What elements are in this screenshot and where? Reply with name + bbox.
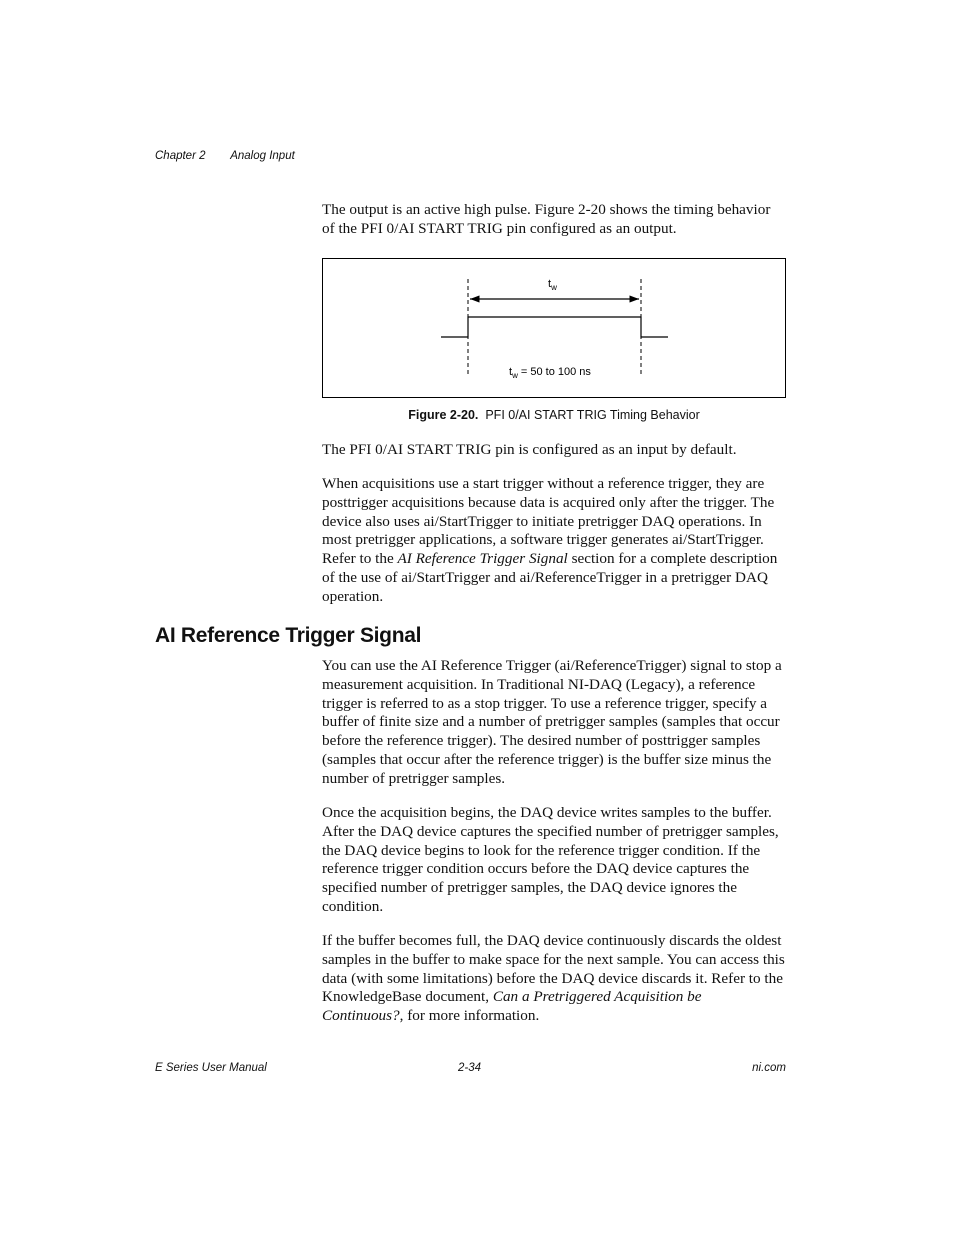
manual-title: E Series User Manual bbox=[155, 1062, 267, 1074]
default-input-paragraph: The PFI 0/AI START TRIG pin is configured as an input by default. bbox=[322, 441, 737, 458]
website-link[interactable]: ni.com bbox=[752, 1062, 786, 1074]
timing-diagram bbox=[323, 259, 785, 397]
reference-trigger-paragraph-2: Once the acquisition begins, the DAQ device writes samples to the buffer. After the DAQ device captures the specified number of pretrigger samples, the DAQ device begins to look for the reference trigger condition. If the reference trigger condition occurs before the DAQ device captures the specified number of pretrigger samples, the DAQ device ignores the condition. bbox=[322, 804, 779, 915]
pulse-waveform bbox=[441, 317, 668, 337]
caption-number: Figure 2-20. bbox=[408, 408, 479, 422]
chapter-label: Chapter 2 bbox=[155, 150, 206, 162]
reference-trigger-paragraph-1: You can use the AI Reference Trigger (ai/ReferenceTrigger) signal to stop a measurement acquisition. In Traditional NI-DAQ (Legacy), a reference trigger is referred to as a stop trigger. To use a reference trigger, specify a buffer of finite size and a number of pretrigger samples (samples that occur before the reference trigger). The desired number of posttrigger samples (samples that occur after the reference trigger) is the buffer size minus the number of pretrigger samples. bbox=[322, 657, 782, 787]
start-trigger-paragraph: When acquisitions use a start trigger without a reference trigger, they are posttrigger acquisitions because data is acquired only after the trigger. The device also uses ai/StartTrigger to initiate pretrigger DAQ operations. In most pretrigger applications, a software trigger generates ai/StartTrigger. Refer to the AI Reference Trigger Signal section for a complete description of the use of ai/StartTrigger and ai/ReferenceTrigger in a pretrigger DAQ operation. bbox=[322, 475, 778, 605]
figure-caption bbox=[322, 408, 786, 422]
page-header bbox=[155, 150, 295, 162]
knowledgebase-title: Can a Pretriggered Acquisition be Continuous? bbox=[322, 988, 702, 1025]
caption-text: PFI 0/AI START TRIG Timing Behavior bbox=[485, 408, 700, 422]
section-reference: AI Reference Trigger Signal bbox=[397, 550, 568, 568]
section-heading: AI Reference Trigger Signal bbox=[155, 624, 422, 647]
intro-paragraph: The output is an active high pulse. Figure 2-20 shows the timing behavior of the PFI 0/AI START TRIG pin configured as an output. bbox=[322, 201, 771, 237]
tw-range-label: $t_w = 50$ to 100 ns bbox=[509, 366, 591, 380]
tw-label: $t_w$ bbox=[548, 278, 557, 292]
chapter-title: Analog Input bbox=[230, 150, 295, 162]
page-number: 2-34 bbox=[458, 1062, 482, 1074]
timing-figure bbox=[322, 258, 786, 398]
reference-trigger-paragraph-3: If the buffer becomes full, the DAQ device continuously discards the oldest samples in the buffer to make space for the next sample. You can access this data (with some limitations) before the DAQ device discards it. Refer to the KnowledgeBase document, Can a Pretriggered Acquisition be Continuous?, for more information. bbox=[322, 932, 785, 1025]
